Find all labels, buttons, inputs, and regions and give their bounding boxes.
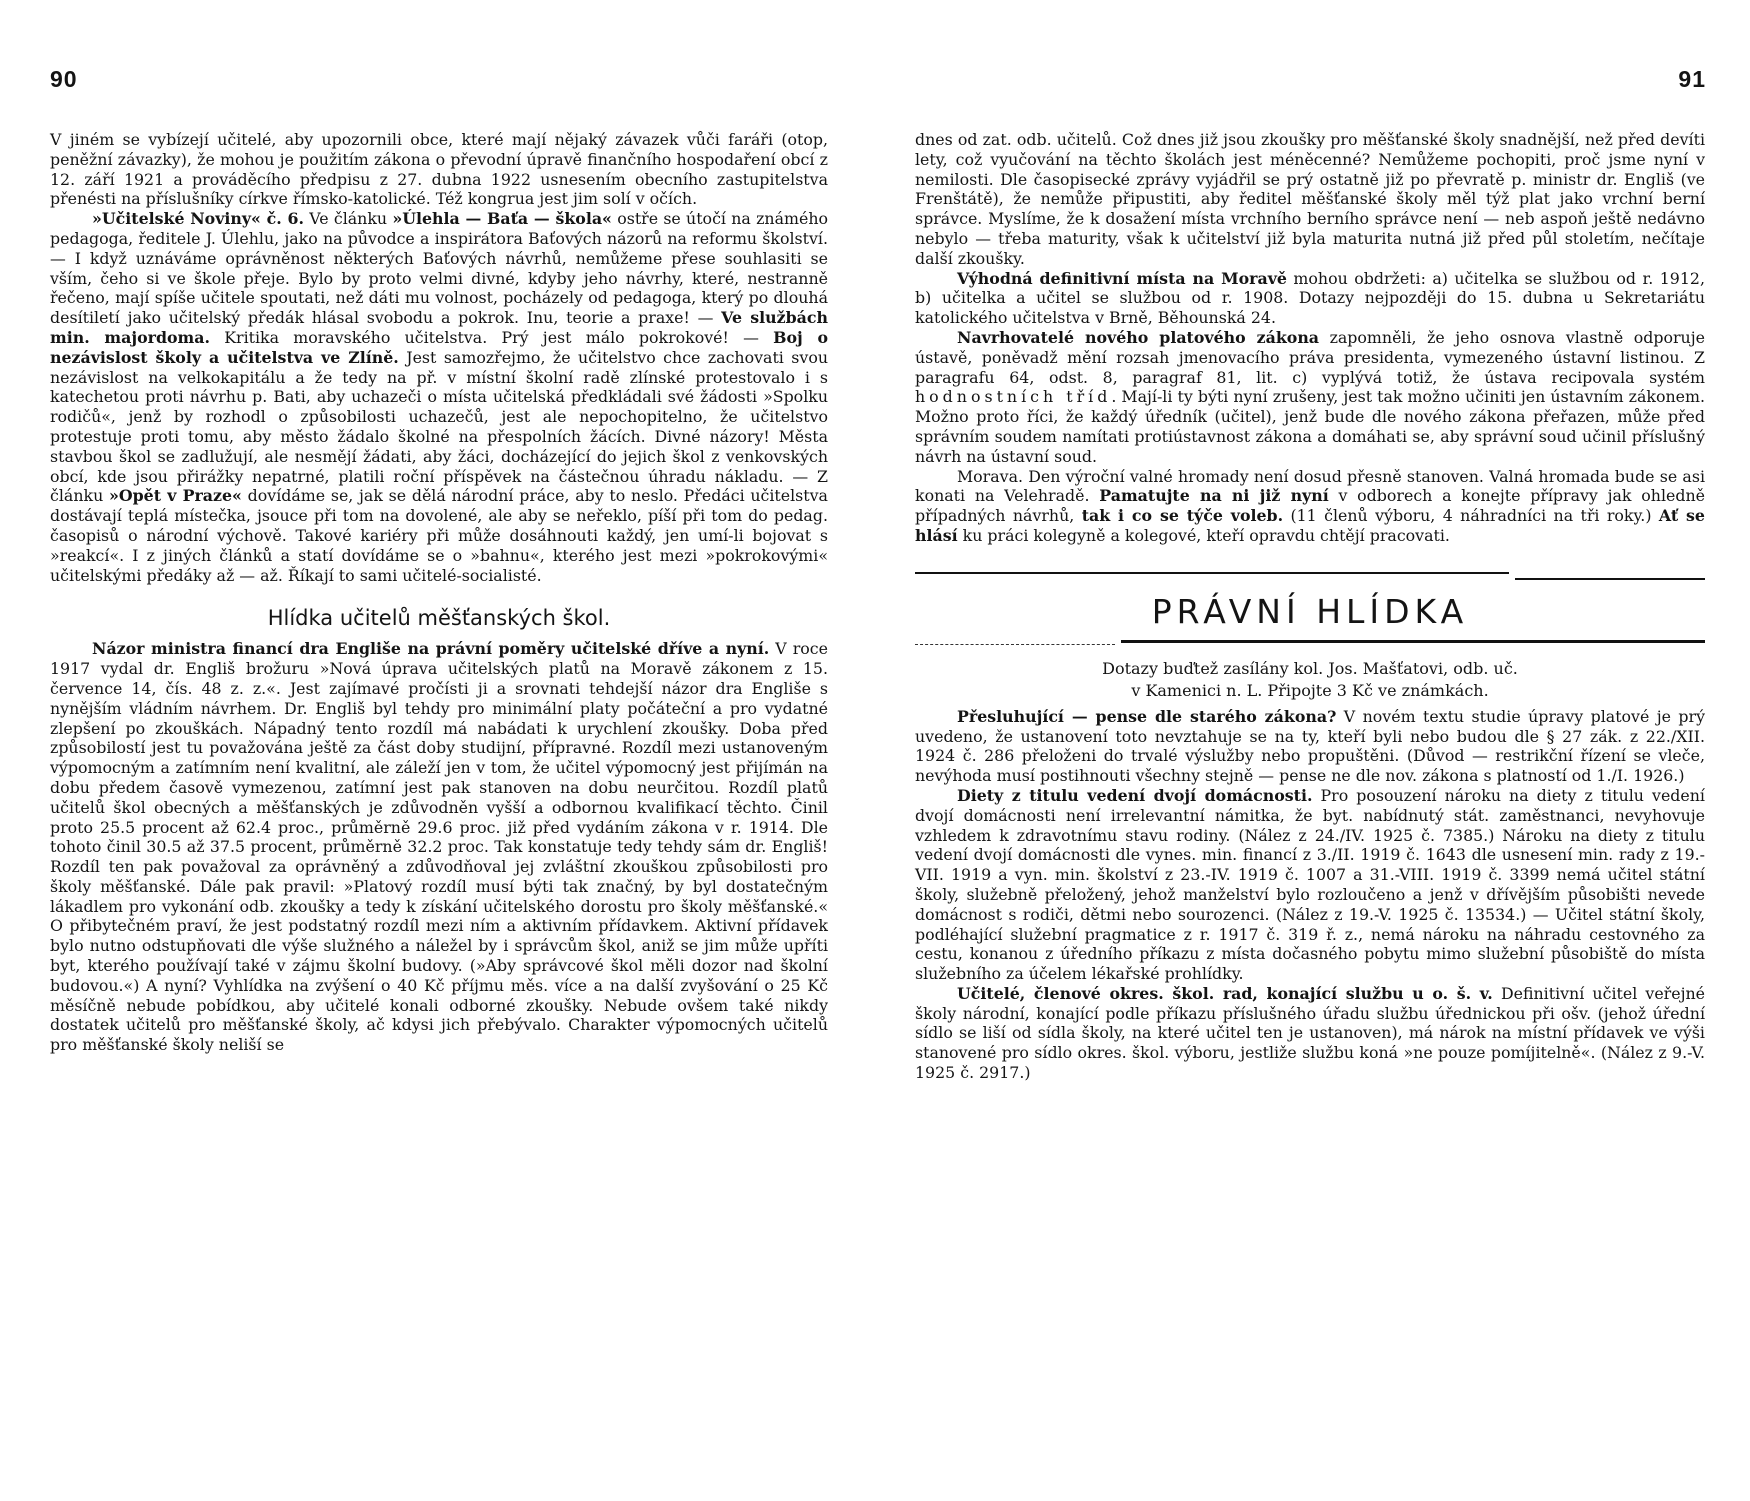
paragraph-ucitelske-noviny	[50, 209, 828, 585]
spaced-term: hodnostních tříd	[915, 387, 1112, 407]
text-span: zapomněli, že jeho osnova vlastně odporuje ústavě, poněvadž mění rozsah jmenovacího práva presidenta, vymezeného ústavní listinou. Z paragrafu 64, odst. 8, paragraf 81, lit. c) vyplývá totiž, že ústava recipovala systém	[915, 327, 1705, 387]
header-rule-top	[915, 572, 1705, 580]
bold-span: tak i co se týče voleb.	[1081, 506, 1284, 526]
diety-title: Diety z titulu vedení dvojí domácnosti.	[957, 785, 1313, 805]
section-title-pravni-hlidka: PRÁVNÍ HLÍDKA	[1151, 591, 1469, 631]
paragraph-farari: V jiném se vybízejí učitelé, aby upozornili obce, které mají nějaký závazek vůči faráři (otop, peněžní závazky), že mohou je použitím zákona o převodní úpravě finančního hospodaření obcí z 12. září 1921 a prováděcího předpisu z 27. dubna 1922 usnesením obecního zastupitelstva přenésti na příslušníky církve římsko-katolické. Též kongrua jest jim solí v očích.	[50, 130, 828, 209]
page-number: 91	[1678, 66, 1706, 92]
left-column	[50, 130, 828, 1055]
text-span: (11 členů výboru, 4 náhradníci na tři roky.)	[1283, 506, 1659, 526]
paragraph-diety	[915, 786, 1705, 984]
text-span: Jest samozřejmo, že učitelstvo chce zachovati svou nezávislost na velkokapitálu a že tedy na př. v místní školní radě zlínské protestovalo i s katechetou proti návrhu p. Bati, aby uchazeči o místa učitelská předkládali své žádosti »Spolku rodičů«, jenž by rozhodl o způsobilosti uchazečů, jest ale nepochopitelno, že učitelstvo protestuje proti tomu, aby město žádalo školné na přespolních žácích. Divné názory! Města stavbou škol se zadlužují, ale nesmějí žádati, aby žáci, docházející do jejich škol z venkovských obcí, kde jsou přirážky nepatrné, platili roční příspěvek na částečnou úhradu nákladu. — Z článku	[50, 347, 829, 506]
text-span: v odborech a konejte přípravy jak ohledně případných návrhů,	[915, 486, 1705, 526]
pravni-hlidka-header	[915, 572, 1705, 645]
paragraph-vyhodna-mista	[915, 269, 1705, 328]
section-title-mestanske: Hlídka učitelů měšťanských škol.	[267, 606, 611, 631]
text-span: mohou obdržeti: a) učitelka se službou od r. 1912, b) učitelka a učitel se službou od r. 1908. Dotazy nejpozději do 15. dubna u Sekretariátu katolického učitelstva v Brně, Běhounská 24.	[915, 268, 1705, 328]
text-span: Definitivní učitel veřejné školy národní, konající podle příkazu příslušného úřadu službu úřednickou při ošv. (jehož úřední sídlo se liší od sídla školy, na které učitel ten je ustanoven), má nárok na místní přídavek ve výši stanovené pro sídlo okres. škol. výboru, jestliže službu koná »ne pouze pomíjitelně«. (Nález z 9.-V. 1925 č. 2917.)	[915, 983, 1705, 1083]
note-line: v Kamenici n. L. Připojte 3 Kč ve známkách.	[1131, 680, 1489, 700]
text-span: Morava. Den výroční valné hromady není dosud přesně stanoven. Valná hromada bude se asi konati na Velehradě.	[915, 466, 1705, 506]
ucitelske-noviny-title: »Učitelské Noviny« č. 6.	[92, 209, 305, 229]
paragraph-ucitele-clenove	[915, 984, 1705, 1083]
nazor-title: Názor ministra financí dra Engliše na právní poměry učitelské dříve a nyní.	[92, 639, 770, 659]
presluhujici-title: Přesluhující — pense dle starého zákona?	[957, 706, 1337, 726]
article-ulehla: »Úlehla — Baťa — škola«	[392, 209, 612, 229]
text-span: Ve článku	[304, 209, 393, 229]
text-span: ostře se útočí na známého pedagoga, ředitele J. Úlehlu, jako na původce a inspirátora Baťových názorů na reformu školství. — I když uznáváme oprávněnost některých Baťových návrhů, nemůžeme přese souhlasiti se vším, čeho si ve škole přeje. Bylo by proto velmi divné, kdyby jeho návrhy, které, nestranně řečeno, mají spíše učitele spoutati, než dáti mu volnost, pocházely od pedagoga, který po dlouhá desítiletí jako učitelský předák hlásal svobodu a pokrok. Inu, teorie a praxe! —	[50, 209, 829, 328]
article-sluzby: Ve službách min. majordoma.	[50, 308, 828, 347]
text-span: dovídáme se, jak se dělá národní práce, aby to neslo. Předáci učitelstva dostávají teplá místečka, jsouce při tom na dovolené, ale aby se neřeklo, píší při tom do pedag. časopisů o národní výchově. Takové kariéry při může dosáhnouti každý, jen umí-li bojovat s »reakcí«. I z jiných článků a statí dovídáme se o »bahnu«, kterého jest mezi »pokrokovými« učitelskými předáky až — až. Říkají to sami učitelé-socialisté.	[50, 486, 828, 585]
navrhovatele-title: Navrhovatelé nového platového zákona	[957, 327, 1320, 347]
paragraph-presluhujici	[915, 707, 1705, 786]
text-span: V roce 1917 vydal dr. Engliš brožuru »Nová úprava učitelských platů na Moravě zákonem z 15. července 14, čís. 48 z. z.«. Jest zajímavé pročísti ji a srovnati tehdejší názor dra Engliše s nynějším vládním návrhem. Dr. Engliš byl tehdy pro minimální platy počáteční a pro vydatné zlepšení po zkouškách. Nápadný tento rozdíl má nabádati k urychlení zkoušky. Doba před způsobilostí jest tu považována ještě za část doby studijní, přípravné. Rozdíl mezi ustanoveným výpomocným a zatímním není kvalitní, ale záleží jen v tom, že učitel výpomocný jest přijímán na dobu předem časově vymezenou, zatímní jest pak stanoven na dobu neurčitou. Rozdíl platů učitelů škol obecných a měšťanských je zdůvodněn vyšší a odbornou kvalifikací těchto. Činil proto 25.5 procent až 62.4 proc., průměrně 29.6 proc. již před vydáním zákona v r. 1914. Dle tohoto činil 30.5 až 37.5 procent, průměrně 32.2 proc. Tak konstatuje tedy tehdy sám dr. Engliš! Rozdíl ten pak považoval za oprávněný a zdůvodňoval jej zvláštní zkouškou způsobilosti pro školy měšťanské. Dále pak pravil: »Platový rozdíl musí býti tak značný, by byl dostatečným lákadlem pro vykonání odb. zkoušky a tedy k získání učitelského dorostu pro školy měšťanské.« O přibytečném praví, že jest podstatný rozdíl mezi ním a aktivním přídavkem. Aktivní přídavek bylo nutno odstupňovati dle výše služného a náležel by i správcům škol, aniž se jim může upříti byt, kterého používají také v zájmu školní budovy. (»Aby správcové škol měli dozor nad školní budovou.«) A nyní? Vyhlídka na zvýšení o 40 Kč příjmu měs. více a na další zvyšování o 25 Kč měsíčně nebude pobídkou, aby učitelé konali odborné zkoušky. Nebude ovšem také nikdy dostatek učitelů pro měšťanské školy, ač kdysi jich přebývalo. Charakter výpomocných učitelů pro měšťanské školy neliší se	[50, 639, 828, 1055]
right-page	[875, 0, 1750, 1501]
paragraph-continued: dnes od zat. odb. učitelů. Což dnes již jsou zkoušky pro měšťanské školy snadnější, než před devíti lety, což vyučování na těchto školách jest méněcenné? Nemůžeme pochopiti, proč jsme nyní v nemilosti. Dle časopisecké zprávy vyjádřil se prý ostatně již po převratě p. ministr dr. Engliš (ve Frenštátě), že nemůže připustiti, aby ředitel měšťanské školy měl týž plat jako vrchní berní správce. Myslíme, že k dosažení místa vrchního berního správce není — neb aspoň ještě nedávno nebylo — třeba maturity, však k učitelství již byla maturita nutná již před půl stoletím, nečítaje další zkoušky.	[915, 130, 1705, 268]
header-rule-bottom	[915, 640, 1705, 645]
text-span: ku práci kolegyně a kolegové, kteří opravdu chtějí pracovati.	[957, 525, 1450, 545]
text-span: Kritika moravského učitelstva. Prý jest málo pokrokové! —	[209, 327, 774, 347]
note-line: Dotazy buďtež zasílány kol. Jos. Mašťatovi, odb. uč.	[1102, 658, 1518, 678]
text-span: . Mají-li ty býti nyní zrušeny, jest tak možno učiniti jen ústavním zákonem. Možno proto říci, že každý úředník (učitel), jenž bude dle nového zákona přeřazen, může před správním soudem namítati protiústavnost zákona a domáhati se, aby správní soud učinil příslušný návrh na ústavní soud.	[915, 387, 1705, 466]
article-zlin: Boj o nezávislost školy a učitelstva ve Zlíně.	[50, 327, 829, 367]
paragraph-morava	[915, 467, 1705, 546]
vyhodna-title: Výhodná definitivní místa na Moravě	[957, 268, 1287, 288]
paragraph-navrhovatele	[915, 328, 1705, 467]
bold-span: Pamatujte na ni již nyní	[1099, 486, 1329, 506]
text-span: V novém textu studie úpravy platové je prý uvedeno, že ustanovení toto nevztahuje se na ty, kteří byli nebo budou dle § 27 zák. z 22./XII. 1924 č. 286 přeloženi do trvalé výslužby nebo propuštěni. (Důvod — restrikční řízení se vleče, nevýhoda musí postihnouti všechny stejně — pense ne dle nov. zákona s platností od 1./I. 1926.)	[915, 706, 1706, 786]
paragraph-nazor-ministra	[50, 639, 828, 1055]
bold-span: Ať se hlásí	[915, 506, 1705, 545]
ucitele-clenove-title: Učitelé, členové okres. škol. rad, konající službu u o. š. v.	[957, 983, 1493, 1003]
article-praha: »Opět v Praze«	[108, 486, 242, 506]
page-number: 90	[50, 66, 78, 92]
text-span: Pro posouzení nároku na diety z titulu vedení dvojí domácnosti není irrelevantní námitka, že byt. nabídnutý stát. zaměstnanci, nevyhovuje vzhledem k zdravotnímu stavu rodiny. (Nález z 24./IV. 1925 č. 7385.) Nároku na diety z titulu vedení dvojí domácnosti dle vynes. min. financí z 3./II. 1919 č. 1643 dle usnesení min. rady z 19.-VII. 1919 a vyn. min. školství z 23.-IV. 1919 č. 1007 a 31.-VIII. 1919 č. 3399 nemá učitel státní školy, služebně přeložený, jehož manželství bylo rozloučeno a jenž v dřívějším působišti nevede domácnost s rodiči, dětmi nebo sourozenci. (Nález z 19.-V. 1925 č. 13534.) — Učitel státní školy, podléhající služební pragmatice z r. 1917 č. 319 ř. z., nemá nároku na náhradu cestovného za cestu, konanou z úředního příkazu z místa dočasného pobytu mimo služební působiště do místa služebního za účelem lékařské prohlídky.	[915, 785, 1705, 984]
right-column	[915, 130, 1705, 1083]
